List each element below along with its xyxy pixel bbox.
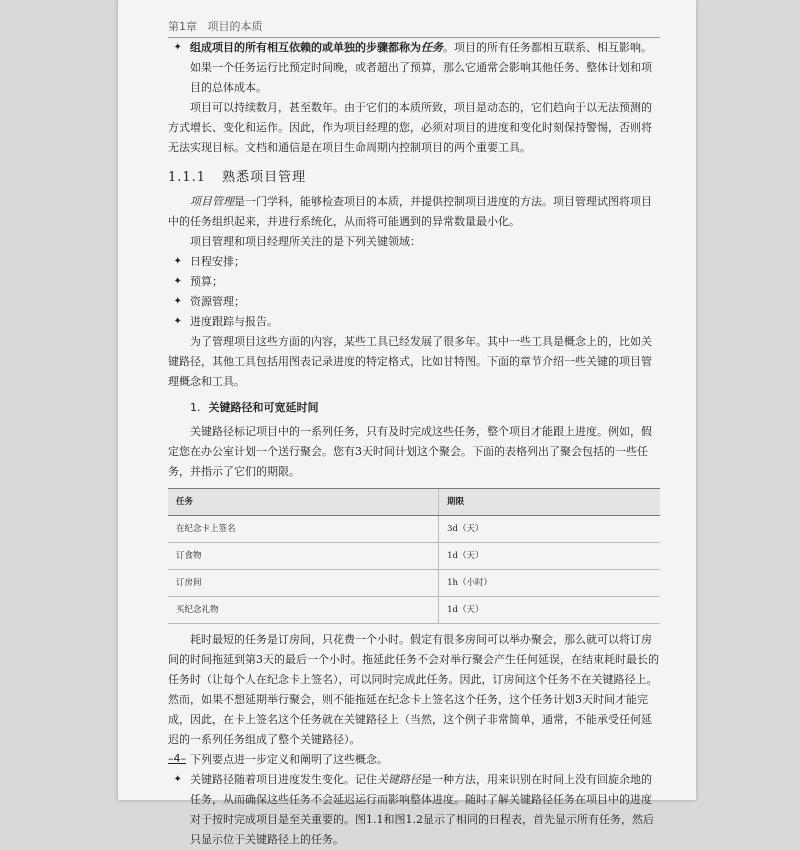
intro-bullet bbox=[168, 38, 660, 98]
table-header-row bbox=[168, 489, 660, 516]
task-cell: 订房间 bbox=[168, 570, 439, 597]
bullet-icon: ✦ bbox=[173, 296, 182, 307]
paragraph-2 bbox=[168, 192, 660, 232]
final-bullet bbox=[168, 770, 660, 850]
duration-cell: 1d（天） bbox=[439, 597, 660, 624]
subsection-heading bbox=[168, 398, 660, 418]
table-row bbox=[168, 516, 660, 543]
section-heading bbox=[168, 168, 660, 188]
final-bullet-text-after: 是一种方法，用来识别在时间上没有回旋余地的任务，从而确保这些任务不会延迟运行而影响整体进度。随时了解关键路径任务在项目中的进度对于按时完成项目是至关重要的。图1.1和图1.2显示了相同的日程表，首先显示所有任务，然后只显示位于关键路径上的任务。 bbox=[190, 773, 654, 846]
bullet-icon: ✦ bbox=[173, 256, 182, 267]
page-number: –4– bbox=[168, 752, 186, 765]
column-header-duration: 期限 bbox=[439, 489, 660, 516]
task-cell: 买纪念礼物 bbox=[168, 597, 439, 624]
chapter-label: 第1章 bbox=[168, 20, 197, 33]
paragraph-4: 为了管理项目这些方面的内容，某些工具已经发展了很多年。其中一些工具是概念上的，比如关键路径，其他工具包括用图表记录进度的特定格式，比如甘特图。下面的章节介绍一些关键的项目管理概念和工具。 bbox=[168, 335, 652, 388]
table-row bbox=[168, 597, 660, 624]
intro-bullet-text: 。项目的所有任务都相互联系、相互影响。如果一个任务运行比预定时间晚，或者超出了预算，那么它通常会影响其他任务、整体计划和项目的总体成本。 bbox=[190, 41, 652, 94]
task-table bbox=[168, 488, 660, 624]
page-body bbox=[168, 38, 660, 850]
duration-cell: 1h（小时） bbox=[439, 570, 660, 597]
book-page bbox=[118, 0, 696, 846]
paragraph-7: 下列要点进一步定义和阐明了这些概念。 bbox=[190, 753, 388, 766]
area-item: ✦ 资源管理； bbox=[168, 292, 660, 312]
paragraph-2-term: 项目管理 bbox=[190, 195, 234, 208]
running-header bbox=[168, 18, 660, 38]
column-header-task: 任务 bbox=[168, 489, 439, 516]
bullet-icon: ✦ bbox=[173, 42, 182, 53]
paragraph-3: 项目管理和项目经理所关注的是下列关键领域： bbox=[190, 235, 421, 248]
duration-cell: 3d（天） bbox=[439, 516, 660, 543]
section-number: 1.1.1 bbox=[168, 170, 207, 185]
duration-cell: 1d（天） bbox=[439, 543, 660, 570]
subsection-title: 关键路径和可宽延时间 bbox=[208, 401, 319, 414]
final-bullet-term: 关键路径 bbox=[377, 773, 421, 786]
task-cell: 在纪念卡上签名 bbox=[168, 516, 439, 543]
section-title: 熟悉项目管理 bbox=[222, 170, 307, 185]
subsection-number: 1. bbox=[190, 401, 201, 414]
table-row bbox=[168, 543, 660, 570]
bullet-icon: ✦ bbox=[173, 276, 182, 287]
final-bullet-text-before: 关键路径随着项目进度发生变化。记住 bbox=[190, 773, 377, 786]
paragraph-5: 关键路径标记项目中的一系列任务，只有及时完成这些任务，整个项目才能跟上进度。例如，假定您在办公室计划一个送行聚会。您有3天时间计划这个聚会。下面的表格列出了聚会包括的一些任务，并指示了它们的期限。 bbox=[168, 425, 652, 478]
area-item: ✦ 日程安排； bbox=[168, 252, 660, 272]
area-item: ✦ 预算； bbox=[168, 272, 660, 292]
intro-bullet-term: 任务 bbox=[421, 41, 443, 54]
paragraph-2-text: 是一门学科，能够检查项目的本质，并提供控制项目进度的方法。项目管理试图将项目中的任务组织起来，并进行系统化，从而将可能遇到的异常数量最小化。 bbox=[168, 195, 652, 228]
intro-bullet-lead: 组成项目的所有相互依赖的或单独的步骤都称为 bbox=[190, 41, 421, 54]
bullet-icon: ✦ bbox=[173, 774, 182, 785]
chapter-title: 项目的本质 bbox=[207, 20, 263, 33]
paragraph-1: 项目可以持续数月，甚至数年。由于它们的本质所致，项目是动态的，它们趋向于以无法预测的方式增长、变化和运作。因此，作为项目经理的您，必须对项目的进度和变化时刻保持警惕，否则将无法实现目标。文档和通信是在项目生命周期内控制项目的两个重要工具。 bbox=[168, 101, 652, 154]
task-cell: 订食物 bbox=[168, 543, 439, 570]
paragraph-6: 耗时最短的任务是订房间，只花费一个小时。假定有很多房间可以举办聚会，那么就可以将订房间的时间拖延到第3天的最后一个小时。拖延此任务不会对举行聚会产生任何延误，在结束耗时最长的任务时（让每个人在纪念卡上签名），可以同时完成此任务。因此，订房间这个任务不在关键路径上。然而，如果不想延期举行聚会，则不能拖延在纪念卡上签名这个任务，这个任务计划3天时间才能完成，因此，在卡上签名这个任务就在关键路径上（当然，这个例子非常简单，通常，不能承受任何延迟的一系列任务组成了整个关键路径）。 bbox=[168, 633, 659, 746]
table-row bbox=[168, 570, 660, 597]
bullet-icon: ✦ bbox=[173, 316, 182, 327]
area-item: ✦ 进度跟踪与报告。 bbox=[168, 312, 660, 332]
